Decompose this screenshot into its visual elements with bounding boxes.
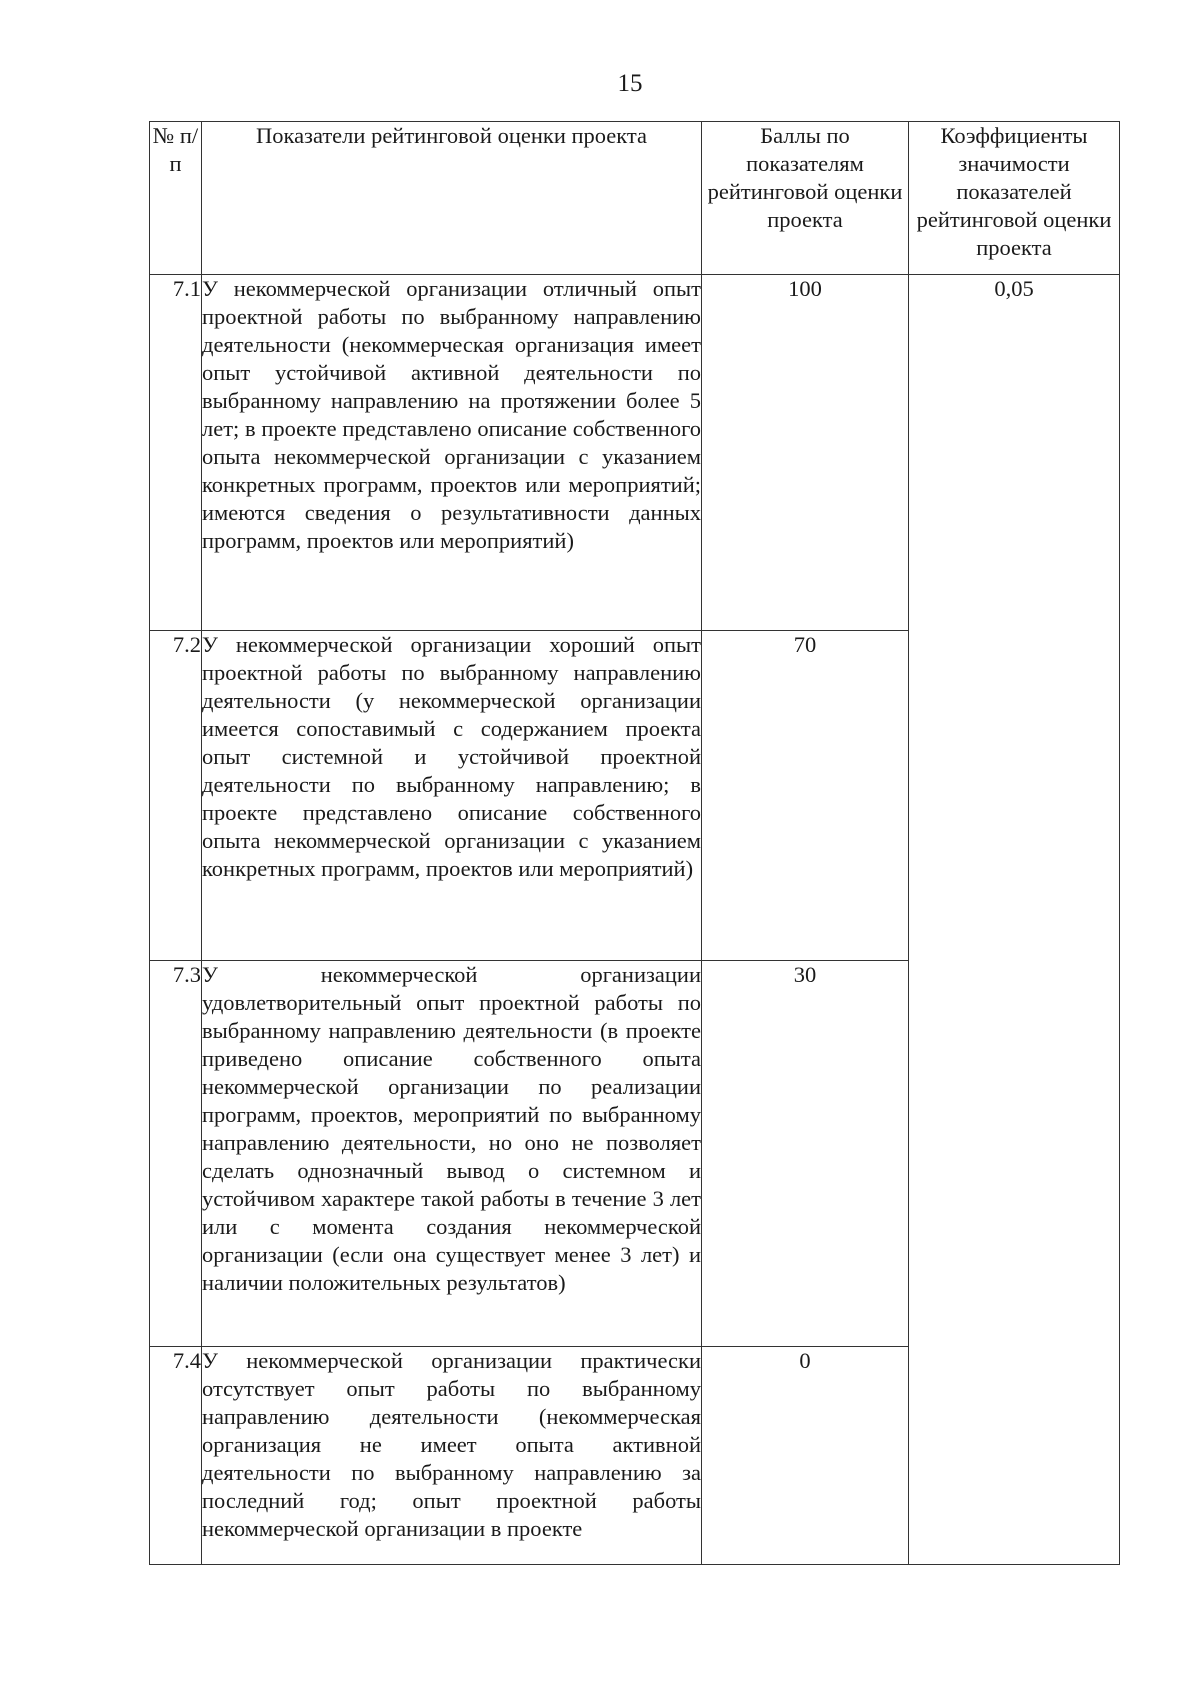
row-num: 7.3 — [150, 961, 202, 1347]
row-score: 0 — [702, 1347, 909, 1565]
row-num: 7.2 — [150, 631, 202, 961]
table-header-row — [150, 122, 1120, 275]
row-indicator-text: У некоммерческой организации хороший опыт проектной работы по выбранному направлению деятельности (у некоммерческой организации имеется сопоставимый с содержанием проекта опыт системной и устойчивой проектной деятельности по выбранному направлению; в проекте представлено описание собственного опыта некоммерческой организации с указанием конкретных программ, проектов или мероприятий) — [202, 631, 702, 961]
row-score: 70 — [702, 631, 909, 961]
row-num: 7.4 — [150, 1347, 202, 1565]
page-number: 15 — [617, 70, 643, 97]
header-num: № п/п — [150, 122, 202, 275]
header-indicator: Показатели рейтинговой оценки проекта — [202, 122, 702, 275]
row-indicator-text: У некоммерческой организации отличный опыт проектной работы по выбранному направлению деятельности (некоммерческая организация имеет опыт устойчивой активной деятельности по выбранному направлению на протяжении более 5 лет; в проекте представлено описание собственного опыта некоммерческой организации с указанием конкретных программ, проектов или мероприятий; имеются сведения о результативности данных программ, проектов или мероприятий) — [202, 275, 702, 631]
header-score: Баллы по показателям рейтинговой оценки проекта — [702, 122, 909, 275]
row-score: 30 — [702, 961, 909, 1347]
row-indicator-text: У некоммерческой организации удовлетворительный опыт проектной работы по выбранному направлению деятельности (в проекте приведено описание собственного опыта некоммерческой организации по реализации программ, проектов, мероприятий по выбранному направлению деятельности, но оно не позволяет сделать однозначный вывод о системном и устойчивом характере такой работы в течение 3 лет или с момента создания некоммерческой организации (если она существует менее 3 лет) и наличии положительных результатов) — [202, 961, 702, 1347]
table-row — [150, 275, 1120, 631]
rating-table — [149, 121, 1120, 1565]
row-num: 7.1 — [150, 275, 202, 631]
row-indicator-text: У некоммерческой организации практически отсутствует опыт работы по выбранному направлению деятельности (некоммерческая организация не имеет опыта активной деятельности по выбранному направлению за последний год; опыт проектной работы некоммерческой организации в проекте — [202, 1347, 702, 1565]
row-score: 100 — [702, 275, 909, 631]
header-coefficient: Коэффициенты значимости показателей рейтинговой оценки проекта — [909, 122, 1120, 275]
coefficient-cell: 0,05 — [909, 275, 1120, 1565]
